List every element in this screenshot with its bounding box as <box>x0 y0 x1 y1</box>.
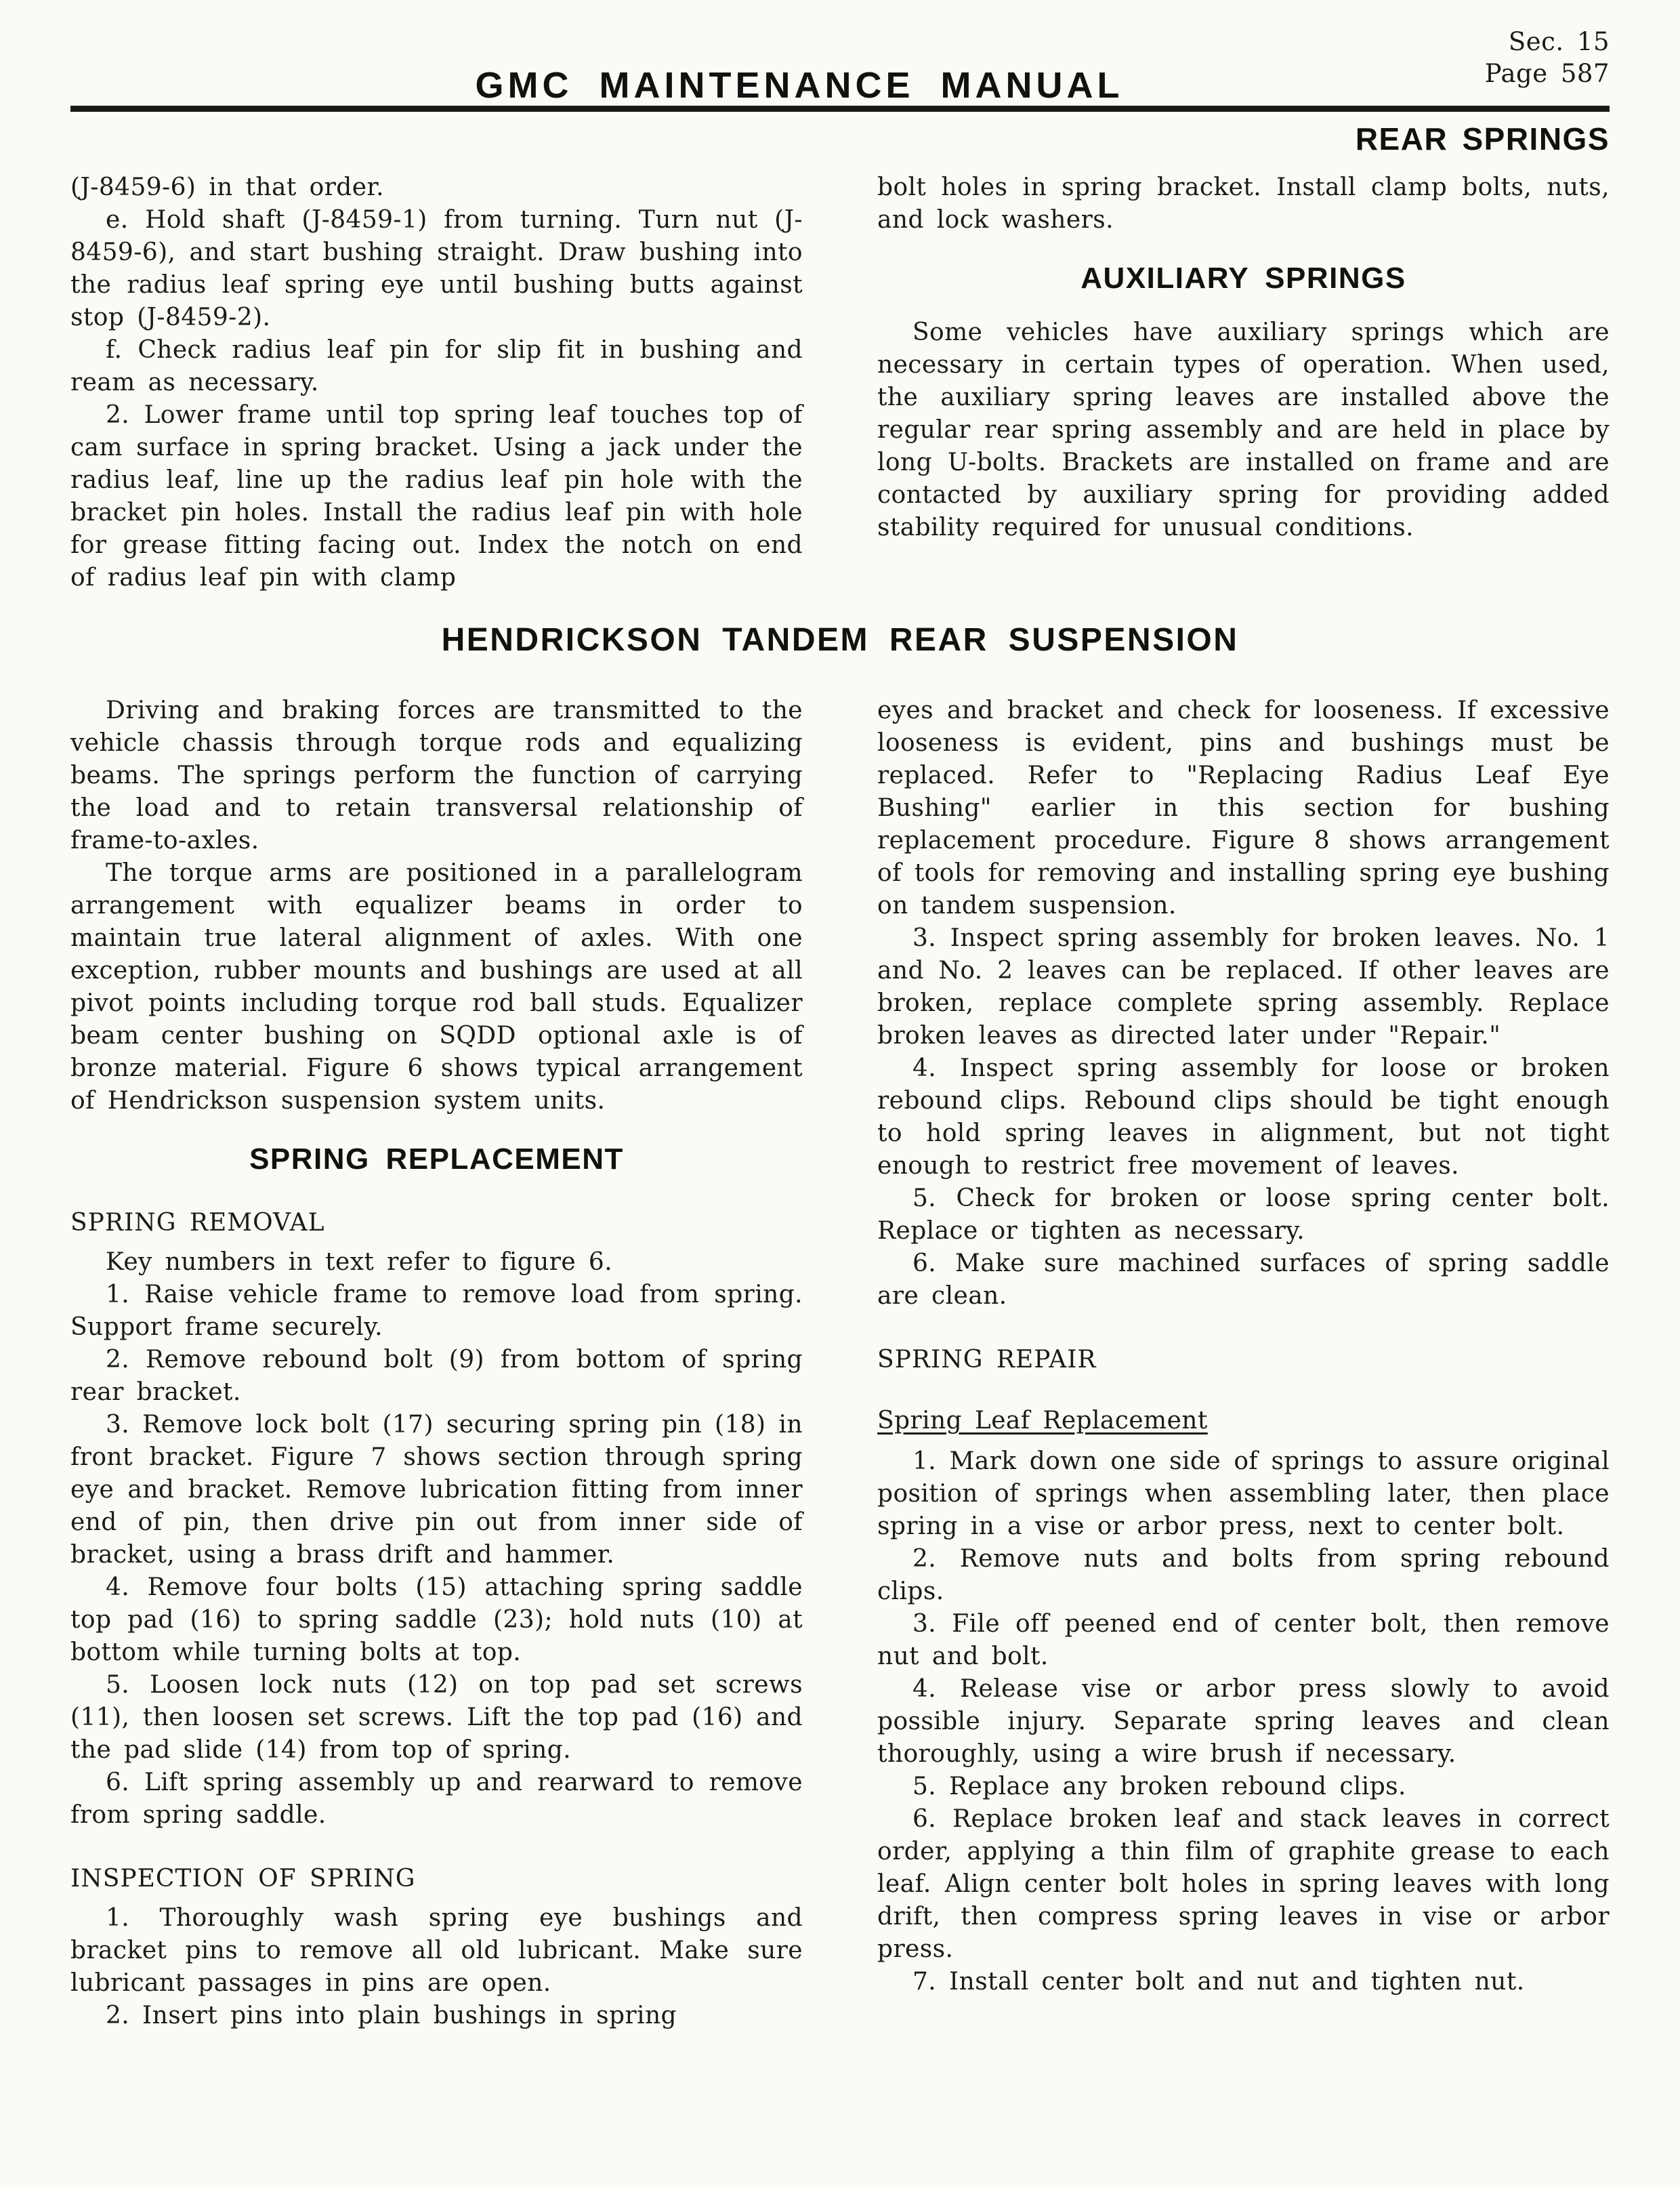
paragraph: 2. Lower frame until top spring leaf touches top of cam surface in spring bracket. Using a jack under the radius leaf, line up the radius leaf pin hole with the bracket pin holes. Install the radius leaf pin with hole for grease fitting facing out. Index the notch on end of radius leaf pin with clamp <box>70 401 803 592</box>
paragraph: (J-8459-6) in that order. <box>70 173 384 201</box>
paragraph: 5. Replace any broken rebound clips. <box>912 1773 1406 1800</box>
paragraph: 4. Remove four bolts (15) attaching spring saddle top pad (16) to spring saddle (23); hold nuts (10) at bottom while turning bolts at top. <box>70 1573 803 1666</box>
paragraph: The torque arms are positioned in a parallelogram arrangement with equalizer beams in order to maintain true lateral alignment of axles. With one exception, rubber mounts and bushings are used at all pivot points including torque rod ball studs. Equalizer beam center bushing on SQDD optional axle is of bronze material. Figure 6 shows typical arrangement of Hendrickson suspension system units. <box>70 859 803 1115</box>
intro-right-column <box>877 171 1610 594</box>
section-number: Sec. 15 <box>1508 27 1610 56</box>
paragraph: 4. Release vise or arbor press slowly to avoid possible injury. Separate spring leaves and clean thoroughly, using a wire brush if necessary. <box>877 1675 1610 1768</box>
paragraph: 6. Replace broken leaf and stack leaves in correct order, applying a thin film of graphite grease to each leaf. Align center bolt holes in spring leaves with long drift, then compress spring leaves in vise or arbor press. <box>877 1805 1610 1963</box>
paragraph: 5. Check for broken or loose spring center bolt. Replace or tighten as necessary. <box>877 1184 1610 1245</box>
paragraph: e. Hold shaft (J-8459-1) from turning. Turn nut (J-8459-6), and start bushing straight. Draw bushing into the radius leaf spring eye until bushing butts against stop (J-8459-2). <box>70 206 803 331</box>
page-header <box>70 26 1610 155</box>
paragraph: 3. Inspect spring assembly for broken leaves. No. 1 and No. 2 leaves can be replaced. If other leaves are broken, replace complete spring assembly. Replace broken leaves as directed later under "Repair." <box>877 924 1610 1050</box>
header-meta <box>1485 26 1610 89</box>
paragraph: eyes and bracket and check for looseness. If excessive looseness is evident, pins and bushings must be replaced. Refer to "Replacing Radius Leaf Eye Bushing" earlier in this section for bushing replacement procedure. Figure 8 shows arrangement of tools for removing and installing spring eye bushing on tandem suspension. <box>877 697 1610 920</box>
paragraph: 1. Mark down one side of springs to assure original position of springs when assembling later, then place spring in a vise or arbor press, next to center bolt. <box>877 1447 1610 1540</box>
header-top <box>70 26 1610 106</box>
spring-leaf-replacement-heading: Spring Leaf Replacement <box>877 1407 1208 1434</box>
paragraph: Some vehicles have auxiliary springs which are necessary in certain types of operation. When used, the auxiliary spring leaves are installed above the regular rear spring assembly and are held in place by long U-bolts. Brackets are installed on frame and are contacted by auxiliary spring for providing added stability required for unusual conditions. <box>877 318 1610 541</box>
suspension-left-column <box>70 695 803 2032</box>
paragraph: 1. Thoroughly wash spring eye bushings and bracket pins to remove all old lubricant. Make sure lubricant passages in pins are open. <box>70 1904 803 1997</box>
paragraph: f. Check radius leaf pin for slip fit in bushing and ream as necessary. <box>70 336 803 396</box>
hendrickson-section-heading: HENDRICKSON TANDEM REAR SUSPENSION <box>441 622 1239 658</box>
suspension-section <box>70 695 1610 2032</box>
header-rule <box>70 106 1610 112</box>
intro-section <box>70 171 1610 594</box>
chapter-title: REAR SPRINGS <box>1355 121 1610 157</box>
paragraph: 4. Inspect spring assembly for loose or broken rebound clips. Rebound clips should be tight enough to hold spring leaves in alignment, but not tight enough to restrict free movement of leaves. <box>877 1054 1610 1180</box>
intro-left-column <box>70 171 803 594</box>
paragraph: 7. Install center bolt and nut and tighten nut. <box>912 1968 1525 1996</box>
spring-repair-heading: SPRING REPAIR <box>877 1346 1097 1374</box>
inspection-of-spring-heading: INSPECTION OF SPRING <box>70 1865 416 1893</box>
paragraph: Driving and braking forces are transmitted to the vehicle chassis through torque rods and equalizing beams. The springs perform the function of carrying the load and to retain transversal relationship of frame-to-axles. <box>70 697 803 854</box>
paragraph: Key numbers in text refer to figure 6. <box>106 1248 613 1276</box>
paragraph: 1. Raise vehicle frame to remove load from spring. Support frame securely. <box>70 1281 803 1341</box>
spring-replacement-heading: SPRING REPLACEMENT <box>249 1142 624 1176</box>
paragraph: 6. Lift spring assembly up and rearward to remove from spring saddle. <box>70 1769 803 1829</box>
paragraph: 2. Insert pins into plain bushings in spring <box>106 2002 677 2029</box>
manual-title: GMC MAINTENANCE MANUAL <box>475 65 1124 106</box>
auxiliary-springs-heading: AUXILIARY SPRINGS <box>1080 262 1406 295</box>
paragraph: 3. Remove lock bolt (17) securing spring pin (18) in front bracket. Figure 7 shows section through spring eye and bracket. Remove lubrication fitting from inner end of pin, then drive pin out from inner side of bracket, using a brass drift and hammer. <box>70 1411 803 1569</box>
paragraph: 5. Loosen lock nuts (12) on top pad set screws (11), then loosen set screws. Lift the top pad (16) and the pad slide (14) from top of spring. <box>70 1671 803 1764</box>
spring-removal-heading: SPRING REMOVAL <box>70 1209 325 1237</box>
paragraph: 2. Remove nuts and bolts from spring rebound clips. <box>877 1545 1610 1605</box>
page-number: Page 587 <box>1484 59 1610 88</box>
paragraph: 3. File off peened end of center bolt, then remove nut and bolt. <box>877 1610 1610 1670</box>
paragraph: 6. Make sure machined surfaces of spring saddle are clean. <box>877 1250 1610 1310</box>
paragraph: bolt holes in spring bracket. Install clamp bolts, nuts, and lock washers. <box>877 173 1610 234</box>
suspension-right-column <box>877 695 1610 2032</box>
paragraph: 2. Remove rebound bolt (9) from bottom of spring rear bracket. <box>70 1346 803 1406</box>
